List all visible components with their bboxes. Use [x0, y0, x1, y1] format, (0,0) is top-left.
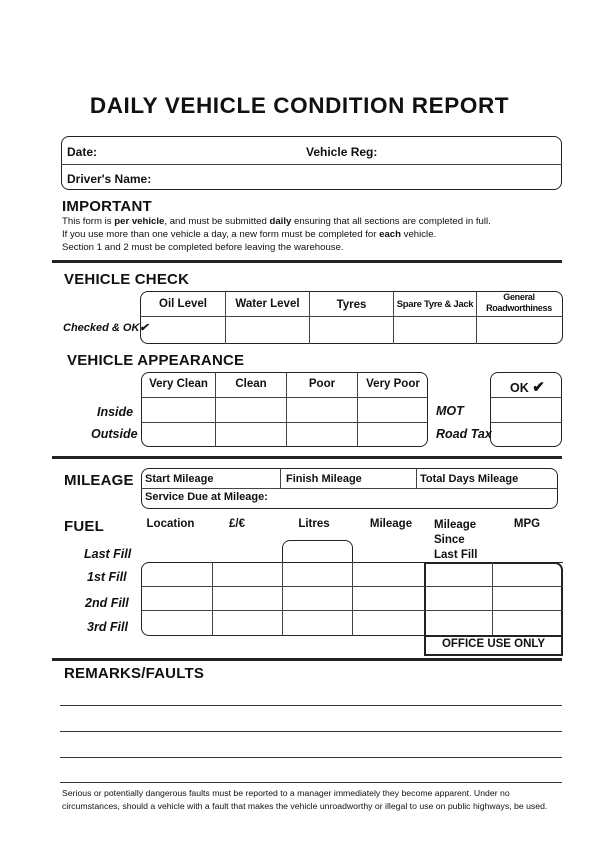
- column-header: £/€: [229, 518, 245, 530]
- check-icon: ✔: [532, 379, 545, 396]
- appearance-inside-clean[interactable]: [216, 398, 286, 422]
- column-header: MPG: [513, 518, 541, 530]
- outside-label: Outside: [91, 427, 138, 441]
- column-header: Oil Level: [159, 298, 207, 310]
- divider: [424, 635, 563, 637]
- text: Checked & OK: [63, 322, 140, 334]
- column-header: Clean: [235, 378, 267, 390]
- text: circumstances, should a vehicle with a fault that makes the vehicle unroadworthy or illegal to use on public highways, be used.: [62, 801, 548, 811]
- text: vehicle.: [401, 229, 437, 240]
- total-days-mileage-field[interactable]: [512, 470, 556, 487]
- divider: [492, 562, 493, 635]
- emphasis: each: [379, 229, 401, 240]
- important-text: [62, 215, 562, 254]
- total-days-mileage-label: Total Days Mileage: [420, 473, 519, 485]
- inside-label: Inside: [97, 405, 134, 419]
- section-divider: [52, 456, 562, 459]
- start-mileage-label: Start Mileage: [145, 473, 214, 485]
- important-line-1: [62, 215, 562, 228]
- fuel-cell[interactable]: [213, 611, 282, 635]
- column-header: Location: [146, 518, 195, 530]
- fuel-cell[interactable]: [213, 587, 282, 610]
- remarks-line[interactable]: [60, 705, 562, 706]
- vehicle-appearance-heading: VEHICLE APPEARANCE: [67, 352, 245, 369]
- roadworthiness-checkbox[interactable]: [477, 317, 561, 343]
- fuel-cell[interactable]: [142, 563, 212, 586]
- fuel-row-label: Last Fill: [84, 547, 132, 561]
- fuel-row-label: 1st Fill: [87, 570, 127, 584]
- service-due-field[interactable]: [262, 490, 556, 507]
- fuel-cell[interactable]: [353, 611, 423, 635]
- oil-level-checkbox[interactable]: [141, 317, 225, 343]
- checked-ok-label: [63, 321, 149, 334]
- important-line-2: [62, 228, 562, 241]
- tyres-checkbox[interactable]: [310, 317, 393, 343]
- column-header: Water Level: [235, 298, 300, 310]
- appearance-inside-very-poor[interactable]: [358, 398, 427, 422]
- fuel-row-label: 3rd Fill: [87, 620, 128, 634]
- fuel-cell[interactable]: [142, 611, 212, 635]
- divider: [141, 488, 558, 489]
- fuel-cell[interactable]: [353, 563, 423, 586]
- road-tax-label: Road Tax: [436, 427, 492, 441]
- text: , and must be submitted: [164, 216, 270, 227]
- important-line-3: Section 1 and 2 must be completed before leaving the warehouse.: [62, 242, 344, 253]
- appearance-outside-very-clean[interactable]: [142, 423, 215, 446]
- text: Since: [434, 534, 465, 546]
- ok-label: [510, 378, 545, 396]
- text: Last Fill: [434, 549, 478, 561]
- appearance-outside-very-poor[interactable]: [358, 423, 427, 446]
- finish-mileage-label: Finish Mileage: [286, 473, 362, 485]
- check-icon: ✔: [139, 322, 149, 334]
- driver-name-label: Driver's Name:: [67, 172, 152, 186]
- divider: [424, 586, 563, 587]
- page-title: DAILY VEHICLE CONDITION REPORT: [89, 93, 510, 118]
- fuel-cell[interactable]: [142, 587, 212, 610]
- divider: [416, 468, 417, 488]
- service-due-label: Service Due at Mileage:: [145, 491, 268, 503]
- remarks-line[interactable]: [60, 731, 562, 732]
- text: This form is: [62, 216, 115, 227]
- fuel-cell[interactable]: [213, 563, 282, 586]
- appearance-inside-very-clean[interactable]: [142, 398, 215, 422]
- fuel-cell[interactable]: [283, 563, 352, 586]
- office-use-label: OFFICE USE ONLY: [441, 638, 546, 650]
- fuel-heading: FUEL: [64, 518, 104, 535]
- column-header: Spare Tyre & Jack: [396, 299, 474, 310]
- mot-label: MOT: [436, 404, 464, 418]
- remarks-line[interactable]: [60, 782, 562, 783]
- fuel-cell[interactable]: [353, 587, 423, 610]
- text: If you use more than one vehicle a day, a new form must be completed for: [62, 229, 380, 240]
- date-label: Date:: [67, 145, 98, 159]
- water-level-checkbox[interactable]: [226, 317, 309, 343]
- date-field[interactable]: [102, 141, 297, 161]
- spare-tyre-checkbox[interactable]: [394, 317, 476, 343]
- column-header: Poor: [308, 378, 336, 390]
- fuel-row-label: 2nd Fill: [85, 596, 129, 610]
- start-mileage-field[interactable]: [212, 470, 278, 487]
- driver-name-field[interactable]: [160, 168, 555, 188]
- divider: [424, 610, 563, 611]
- divider: [280, 468, 281, 488]
- vehicle-reg-label: Vehicle Reg:: [306, 145, 378, 159]
- text: Serious or potentially dangerous faults must be reported to a manager immediately they become apparent. Under no: [62, 788, 510, 798]
- column-header: Very Poor: [366, 378, 420, 390]
- text: Mileage: [434, 519, 477, 531]
- fuel-cell[interactable]: [283, 611, 352, 635]
- remarks-heading: REMARKS/FAULTS: [64, 665, 205, 682]
- column-header: [434, 518, 494, 563]
- finish-mileage-field[interactable]: [358, 470, 414, 487]
- column-header: Very Clean: [149, 378, 208, 390]
- appearance-inside-poor[interactable]: [287, 398, 357, 422]
- appearance-outside-poor[interactable]: [287, 423, 357, 446]
- mot-checkbox[interactable]: [491, 398, 561, 422]
- fuel-cell[interactable]: [283, 587, 352, 610]
- column-header: General Roadworthiness: [486, 292, 552, 313]
- vehicle-reg-field[interactable]: [384, 141, 554, 161]
- emphasis: per vehicle: [114, 216, 165, 227]
- divider: [61, 164, 562, 165]
- road-tax-checkbox[interactable]: [491, 423, 561, 446]
- appearance-outside-clean[interactable]: [216, 423, 286, 446]
- text: OK: [510, 381, 529, 395]
- section-divider: [52, 260, 562, 263]
- column-header: Litres: [298, 518, 330, 530]
- remarks-line[interactable]: [60, 757, 562, 758]
- emphasis: daily: [269, 216, 292, 227]
- important-heading: IMPORTANT: [62, 198, 152, 215]
- column-header: Mileage: [369, 518, 413, 530]
- column-header: Tyres: [336, 299, 367, 311]
- text: ensuring that all sections are completed in full.: [291, 216, 491, 227]
- section-divider: [52, 658, 562, 661]
- vehicle-check-heading: VEHICLE CHECK: [64, 271, 190, 288]
- mileage-heading: MILEAGE: [64, 472, 134, 489]
- footer-note: [62, 787, 562, 813]
